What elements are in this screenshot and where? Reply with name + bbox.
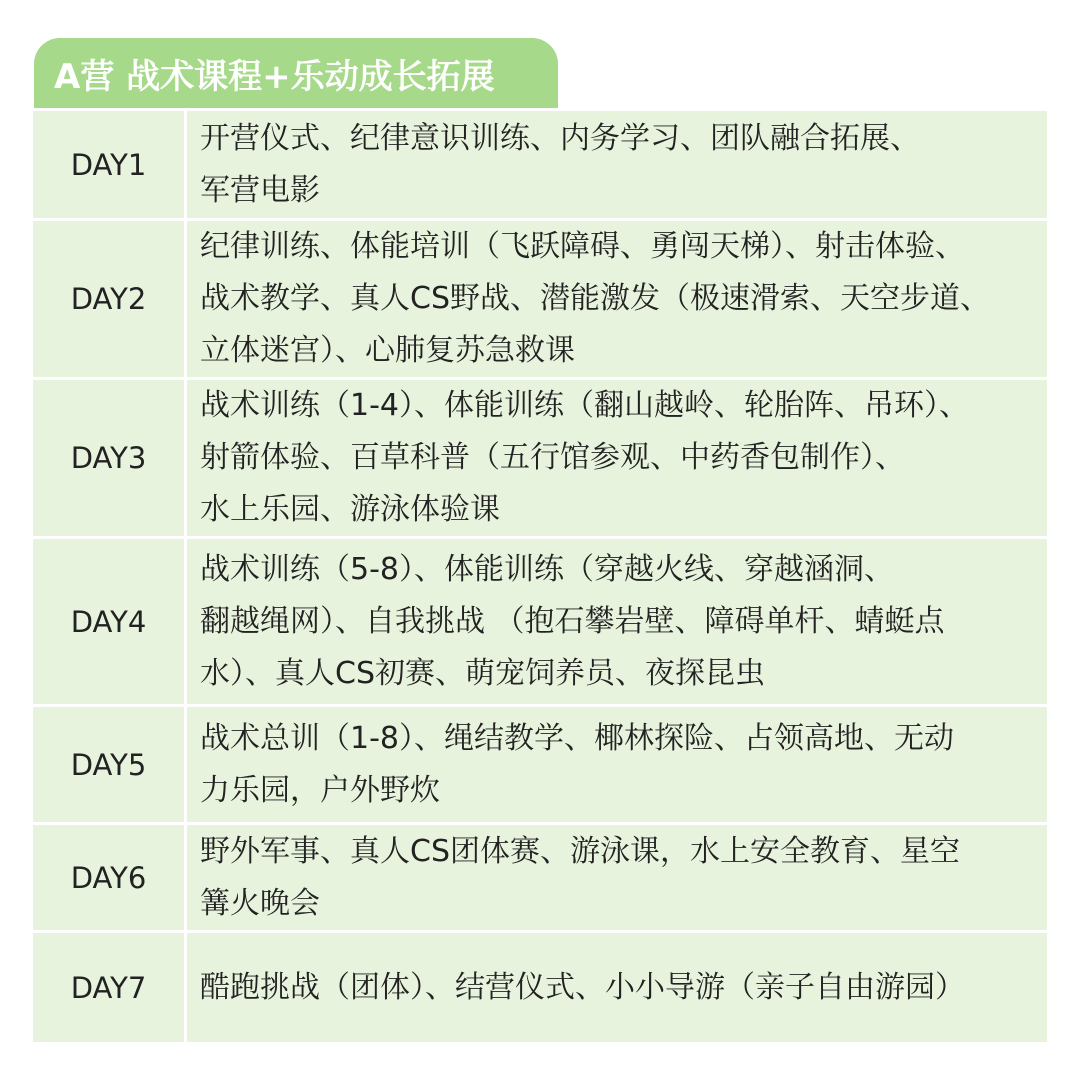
table-row [32, 538, 1049, 706]
activity-line: 战术总训（1-8）、绳结教学、椰林探险、占领高地、无动 [200, 720, 954, 756]
activity-line: 射箭体验、百草科普（五行馆参观、中药香包制作）、 [200, 440, 905, 475]
day-activities [186, 706, 1049, 824]
day-label: DAY3 [32, 379, 186, 538]
table-row [32, 110, 1049, 220]
day-activities [186, 538, 1049, 706]
day-activities [186, 220, 1049, 379]
activity-line: 野外军事、真人CS团体赛、游泳课，水上安全教育、星空 [200, 833, 960, 869]
day-label: DAY5 [32, 706, 186, 824]
activity-line: 战术训练（1-4）、体能训练（翻山越岭、轮胎阵、吊环）、 [200, 388, 969, 423]
camp-title: A营 战术课程+乐动成长拓展 [54, 56, 495, 97]
table-row [32, 706, 1049, 824]
table-row [32, 379, 1049, 538]
activity-line: 水）、真人CS初赛、萌宠饲养员、夜探昆虫 [200, 655, 765, 691]
schedule-table [30, 108, 1050, 1045]
activity-line: 力乐园，户外野炊 [200, 772, 440, 808]
day-label: DAY1 [32, 110, 186, 220]
activity-line: 水上乐园、游泳体验课 [200, 492, 500, 527]
table-row [32, 220, 1049, 379]
table-row [32, 932, 1049, 1044]
camp-title-tab [34, 38, 558, 108]
activity-line: 立体迷宫）、心肺复苏急救课 [200, 333, 575, 368]
activity-line: 战术教学、真人CS野战、潜能激发（极速滑索、天空步道、 [200, 281, 990, 316]
day-label: DAY4 [32, 538, 186, 706]
activity-line: 战术训练（5-8）、体能训练（穿越火线、穿越涵洞、 [200, 551, 894, 587]
activity-line: 酷跑挑战（团体）、结营仪式、小小导游（亲子自由游园） [200, 969, 965, 1005]
day-activities [186, 379, 1049, 538]
day-activities [186, 110, 1049, 220]
activity-line: 篝火晚会 [200, 885, 320, 921]
day-activities [186, 824, 1049, 932]
table-row [32, 824, 1049, 932]
activity-line: 开营仪式、纪律意识训练、内务学习、团队融合拓展、 [200, 120, 920, 156]
activity-line: 军营电影 [200, 172, 320, 208]
activity-line: 纪律训练、体能培训（飞跃障碍、勇闯天梯）、射击体验、 [200, 229, 965, 264]
day-label: DAY2 [32, 220, 186, 379]
activity-line: 翻越绳网）、自我挑战 （抱石攀岩壁、障碍单杆、蜻蜓点 [200, 603, 945, 639]
day-label: DAY6 [32, 824, 186, 932]
day-activities [186, 932, 1049, 1044]
day-label: DAY7 [32, 932, 186, 1044]
